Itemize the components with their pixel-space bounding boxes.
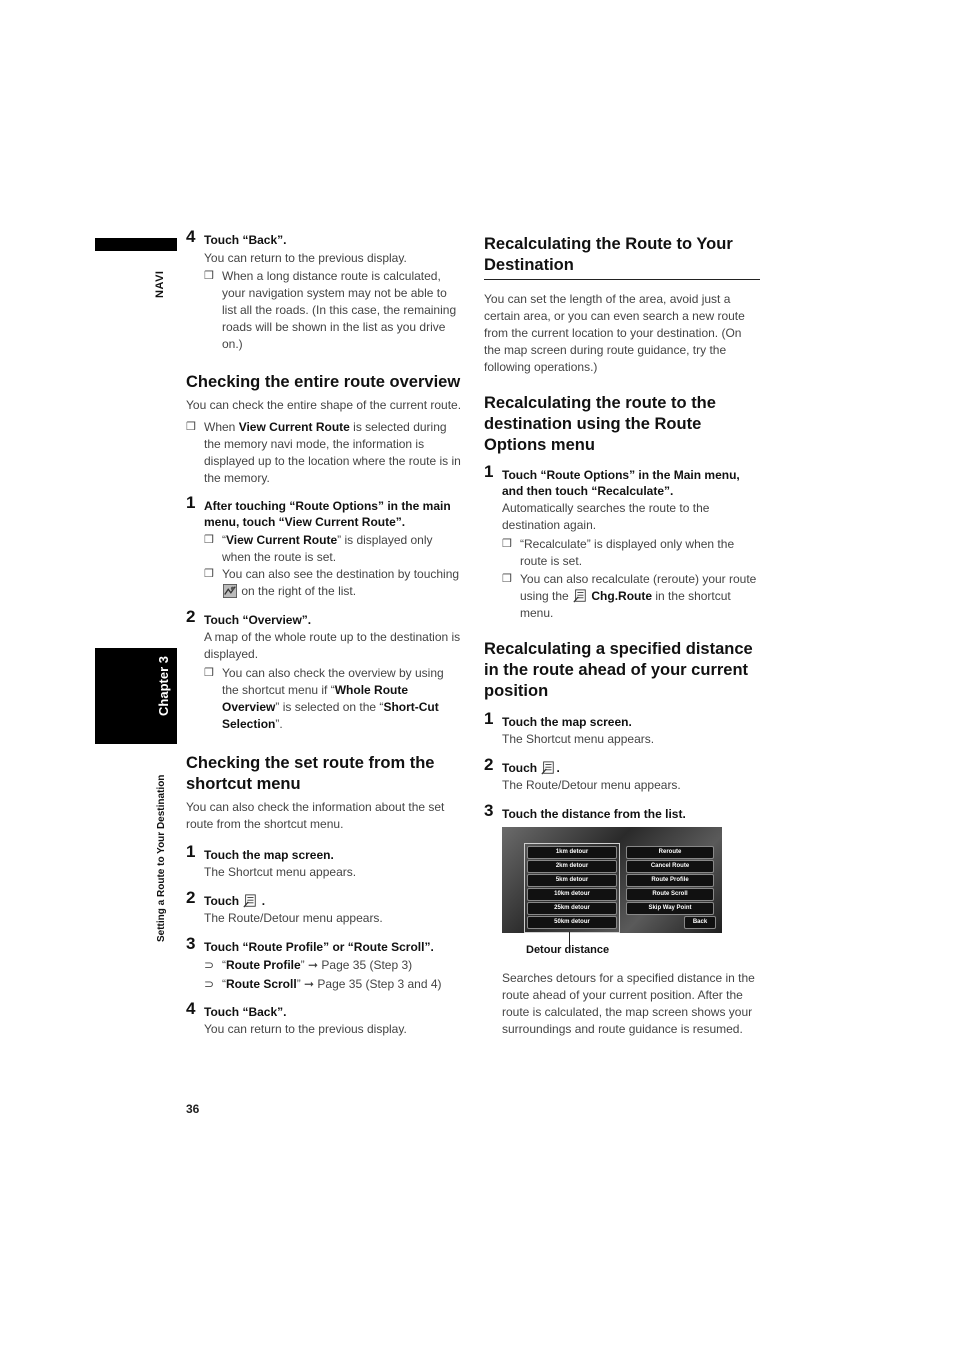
reference-text: Page 35 (Step 3 and 4) (314, 977, 442, 991)
step-body: The Shortcut menu appears. (502, 732, 655, 746)
step-title: Touch “Route Options” in the Main menu, and then touch “Recalculate”. (502, 468, 740, 498)
step-4-back (186, 227, 462, 248)
route-detour-icon (572, 589, 588, 603)
key-term: View Current Route (238, 420, 350, 434)
detour-2km-button[interactable]: 2km detour (527, 860, 617, 873)
step-number: 2 (484, 755, 494, 774)
note (484, 571, 760, 622)
page-number: 36 (186, 1102, 200, 1116)
note (484, 536, 760, 570)
route-detour-icon (540, 761, 556, 775)
note (186, 419, 462, 487)
detour-distance-caption: Detour distance (526, 944, 610, 956)
step-number: 1 (484, 462, 494, 481)
note-text: in the shortcut menu. (520, 589, 731, 620)
checkbox-bullet-icon: ❒ (186, 421, 196, 433)
step-3-route-profile (186, 934, 462, 955)
step-1-route-options (186, 493, 462, 530)
step-title: Touch (502, 761, 538, 775)
step-number: 1 (186, 842, 196, 861)
detour-10km-button[interactable]: 10km detour (527, 888, 617, 901)
step-title: Touch “Back”. (204, 1005, 287, 1019)
navi-label: NAVI (154, 270, 166, 298)
key-term: Whole Route Overview (222, 683, 409, 714)
heading-specified-distance: Recalculating a specified distance in the route ahead of your current position (484, 640, 753, 700)
step-body: The Route/Detour menu appears. (204, 911, 383, 925)
note-text: You can also check the overview by using the shortcut menu if “ (222, 666, 444, 697)
checkbox-bullet-icon: ❒ (204, 667, 214, 679)
step-number: 1 (186, 493, 196, 512)
navi-tab-bar (95, 238, 177, 251)
step-2-overview (186, 607, 462, 628)
note-text: ” is selected on the “ (275, 700, 384, 714)
step-number: 3 (484, 801, 494, 820)
note-text: “ (222, 533, 226, 547)
step-body: You can return to the previous display. (204, 251, 407, 265)
key-term: Route Profile (226, 958, 301, 972)
step-title: After touching “Route Options” in the main menu, touch “View Current Route”. (204, 499, 451, 529)
detour-50km-button[interactable]: 50km detour (527, 916, 617, 929)
back-button[interactable]: Back (684, 916, 716, 929)
chapter-tab (95, 648, 177, 744)
page-reference: ⊃ “Route Profile” ➞ Page 35 (Step 3) (186, 956, 462, 975)
route-profile-button[interactable]: Route Profile (626, 874, 714, 887)
note-text: is selected during the memory navi mode, the information is displayed up to the location where the route is in the memory. (204, 420, 461, 485)
step-3-touch-distance (484, 801, 760, 822)
note-text: You can also recalculate (reroute) your route using the (520, 572, 757, 603)
closing-paragraph: Searches detours for a specified distance in the route ahead of your current position. After the route is calculated, the map screen shows your surroundings and route guidance is resumed. (502, 971, 755, 1036)
note (186, 566, 462, 600)
skip-way-point-button[interactable]: Skip Way Point (626, 902, 714, 915)
step-title: Touch (204, 894, 240, 908)
detour-1km-button[interactable]: 1km detour (527, 846, 617, 859)
reference-text: Page 35 (Step 3) (318, 958, 413, 972)
page-reference: ⊃ “Route Scroll” ➞ Page 35 (Step 3 and 4) (186, 975, 462, 994)
heading-route-overview: Checking the entire route overview (186, 373, 461, 391)
step-number: 1 (484, 709, 494, 728)
step-number: 4 (186, 227, 196, 246)
step-title: Touch “Overview”. (204, 613, 312, 627)
step-body: You can return to the previous display. (204, 1022, 407, 1036)
note (186, 665, 462, 733)
left-column (186, 227, 462, 1038)
recalc-intro: You can set the length of the area, avoid just a certain area, or you can even search a new route from the current location to your destination. (On the map screen during route guidance, try the following operations.) (484, 292, 745, 374)
step-1-recalculate (484, 462, 760, 499)
key-term: Route Scroll (226, 977, 297, 991)
step-number: 4 (186, 999, 196, 1018)
step-body: The Shortcut menu appears. (204, 865, 357, 879)
note-text: “Recalculate” is displayed only when the route is set. (520, 537, 735, 568)
step-title: Touch the distance from the list. (502, 807, 686, 821)
key-term: Chg.Route (591, 589, 653, 603)
step-title: Touch “Route Profile” or “Route Scroll”. (204, 940, 434, 954)
reference-arrow-icon: ⊃ (204, 958, 215, 972)
detour-5km-button[interactable]: 5km detour (527, 874, 617, 887)
step-title: Touch “Back”. (204, 233, 287, 247)
key-term: Short-Cut Selection (222, 700, 439, 731)
note-text: You can also see the destination by touching (222, 567, 460, 581)
note-text: on the right of the list. (238, 584, 357, 598)
detour-25km-button[interactable]: 25km detour (527, 902, 617, 915)
shortcut-intro: You can also check the information about the set route from the shortcut menu. (186, 800, 445, 831)
destination-map-icon (222, 584, 238, 598)
step-4-back (186, 999, 462, 1020)
key-term: View Current Route (226, 533, 338, 547)
checkbox-bullet-icon: ❒ (502, 573, 512, 585)
right-arrow-icon: ➞ (304, 977, 315, 991)
route-scroll-button[interactable]: Route Scroll (626, 888, 714, 901)
heading-set-route-shortcut: Checking the set route from the shortcut menu (186, 754, 435, 793)
cancel-route-button[interactable]: Cancel Route (626, 860, 714, 873)
step-1-touch-map (484, 709, 760, 730)
step-body: Automatically searches the route to the destination again. (502, 501, 710, 532)
route-detour-menu-screenshot (502, 827, 722, 933)
section-label: Setting a Route to Your Destination (156, 774, 167, 942)
step-number: 2 (186, 888, 196, 907)
note (186, 268, 462, 353)
note-text: When (204, 420, 239, 434)
route-detour-icon (242, 894, 258, 908)
right-column (484, 234, 760, 822)
checkbox-bullet-icon: ❒ (204, 270, 214, 282)
checkbox-bullet-icon: ❒ (502, 538, 512, 550)
step-number: 3 (186, 934, 196, 953)
step-number: 2 (186, 607, 196, 626)
punctuation: . (261, 894, 266, 908)
step-2-touch-icon (186, 888, 462, 909)
chapter-label: Chapter 3 (156, 656, 171, 716)
reference-arrow-icon: ⊃ (204, 977, 215, 991)
punctuation: . (556, 761, 560, 775)
step-title: Touch the map screen. (204, 848, 334, 862)
note-text: ”. (275, 717, 283, 731)
heading-route-options: Recalculating the route to the destination using the Route Options menu (484, 394, 716, 454)
checkbox-bullet-icon: ❒ (204, 534, 214, 546)
step-2-touch-icon (484, 755, 760, 776)
note-text: When a long distance route is calculated, your navigation system may not be able to list all the roads. (In this case, the remaining roads will be shown in the list as you drive on.) (222, 269, 457, 351)
overview-intro: You can check the entire shape of the current route. (186, 398, 462, 412)
step-title: Touch the map screen. (502, 715, 632, 729)
heading-recalculating-route: Recalculating the Route to Your Destination (484, 234, 760, 280)
reroute-button[interactable]: Reroute (626, 846, 714, 859)
checkbox-bullet-icon: ❒ (204, 568, 214, 580)
right-arrow-icon: ➞ (308, 958, 319, 972)
note-text: ” is displayed only when the route is set. (222, 533, 433, 564)
step-1-touch-map (186, 842, 462, 863)
note (186, 532, 462, 566)
step-body: The Route/Detour menu appears. (502, 778, 681, 792)
step-body: A map of the whole route up to the destination is displayed. (204, 630, 461, 661)
